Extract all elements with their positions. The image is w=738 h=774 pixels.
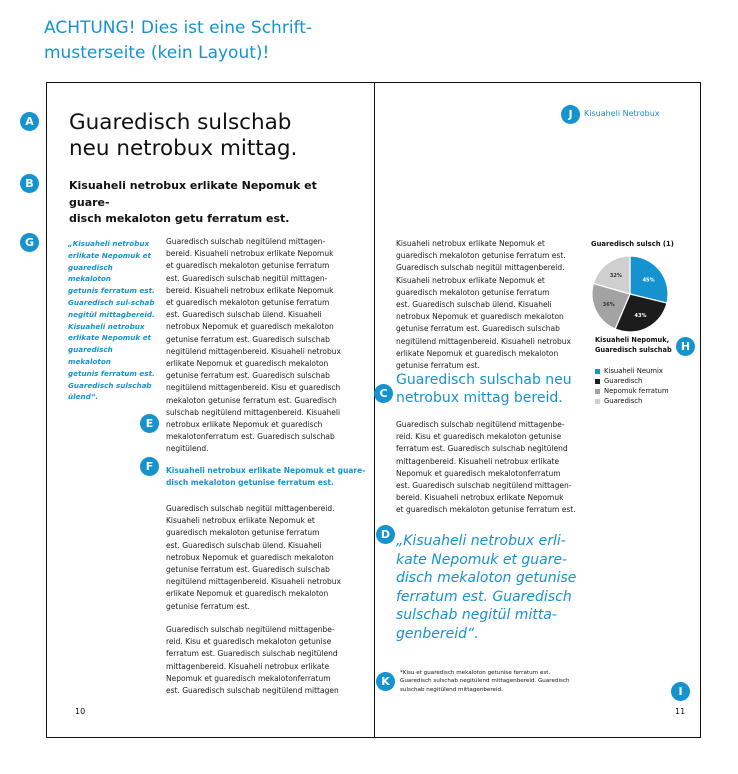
text-line: getunise ferratum est. Guaredisch sulschab — [166, 371, 330, 381]
left-blue-subhead — [166, 465, 371, 489]
text-line: negitülend mittagenbereid. Kisu et guaredisch — [166, 383, 341, 393]
caption-line-1: Kisuaheli Nepomuk, — [595, 336, 670, 344]
text-line: getunise ferratum est. — [396, 361, 480, 371]
pie-value-label: 36% — [602, 302, 615, 309]
pie-value-label: 43% — [634, 313, 647, 320]
heading-line: Guaredisch sulschab neu — [396, 372, 572, 388]
legend-swatch — [595, 369, 600, 374]
text-line: est. Guaredisch sulschab ülend. Kisuaheli — [166, 540, 322, 550]
text-line: negitülend mittagenbereid. Kisuaheli netrobux — [166, 577, 341, 587]
marginal-line: guaredisch mekaloton — [68, 262, 113, 284]
text-line: est. Guaredisch sulschab negitül mittagen- — [166, 273, 328, 283]
chart-legend — [595, 366, 705, 406]
text-line: bereid. Kisuaheli netrobux erlikate Nepomuk — [396, 493, 564, 503]
marker-k: K — [376, 672, 395, 691]
marginal-line: Guaredisch sulschab — [68, 380, 152, 390]
quote-line: ferratum est. Guaredisch — [396, 588, 572, 605]
heading-line: netrobux mittag bereid. — [396, 390, 563, 406]
text-line: mekalotonferratum est. Guaredisch sulschab — [166, 432, 335, 442]
quote-line: „Kisuaheli netrobux erli- — [396, 533, 566, 549]
running-head: Kisuaheli Netrobux — [584, 109, 660, 118]
legend-label: Guaredisch — [604, 377, 643, 385]
quote-line: genbereid“. — [396, 625, 479, 642]
marginal-line: guaredisch mekaloton — [68, 345, 113, 366]
text-line: negitülend. — [166, 444, 209, 454]
marginal-line: Kisuaheli netrobux — [68, 321, 145, 331]
marker-e: E — [140, 414, 159, 433]
headline-line-1: Guaredisch sulschab — [69, 110, 292, 135]
legend-swatch — [595, 399, 600, 404]
text-line: Kisuaheli netrobux erlikate Nepomuk et — [396, 239, 545, 248]
text-line: getunise ferratum est. Guaredisch sulschab — [166, 334, 330, 344]
text-line: Nepomuk et guaredisch mekalotonferratum — [396, 468, 561, 478]
text-line: bereid. Kisuaheli netrobux erlikate Nepomuk — [166, 285, 334, 295]
page-number-right: 11 — [675, 707, 686, 716]
text-line: est. Guaredisch sulschab negitülend mittagen- — [396, 481, 572, 491]
text-line: Guaredisch sulschab negitül mittagenbereid. — [166, 504, 335, 513]
warning-line-2: musterseite (kein Layout)! — [44, 43, 270, 63]
marginal-line: ülend“. — [68, 392, 99, 402]
footnote-line: sulschab negitülend mittagenbereid. — [400, 686, 503, 693]
text-line: guaredisch mekaloton getunise ferratum — [396, 287, 550, 297]
legend-label: Guaredisch — [604, 397, 643, 405]
text-line: Nepomuk et guaredisch mekalotonferratum — [166, 673, 331, 683]
legend-item — [595, 396, 705, 406]
right-body-paragraph-1 — [396, 238, 586, 372]
text-line: Guaredisch sulschab negitülend mittagen- — [166, 237, 326, 246]
text-line: Guaredisch sulschab negitülend mittagenbe- — [166, 625, 335, 634]
subhead-line-1: Kisuaheli netrobux erlikate Nepomuk et guare- — [69, 179, 317, 209]
text-line: Kisuaheli netrobux erlikate Nepomuk et — [396, 275, 545, 285]
legend-item — [595, 376, 705, 386]
pie-value-label: 45% — [642, 277, 655, 284]
text-line: netrobux erlikate Nepomuk et guaredisch — [166, 420, 323, 430]
text-line: erlikate Nepomuk et guaredisch mekaloton — [396, 348, 559, 358]
text-line: mekaloton getunise ferratum est. Guaredisch — [166, 395, 337, 405]
right-body-paragraph-2 — [396, 419, 588, 517]
legend-label: Kisuaheli Neumix — [604, 367, 663, 375]
text-line: erlikate Nepomuk et guaredisch mekaloton — [166, 589, 329, 599]
marker-b: B — [20, 174, 39, 193]
legend-item — [595, 366, 705, 376]
headline-line-2: neu netrobux mittag. — [69, 136, 298, 161]
footnote-line: Guaredisch sulschab negitülend mittagenbereid. Guaredisch — [400, 678, 570, 685]
text-line: est. Guaredisch sulschab negitülend mittagen — [166, 686, 339, 696]
sample-page-warning — [44, 16, 374, 66]
marker-f: F — [140, 457, 159, 476]
text-line: Kisuaheli netrobux erlikate Nepomuk et — [166, 516, 315, 526]
text-line: Guaredisch sulschab negitül mittagenbereid. — [396, 263, 565, 273]
text-line: disch mekaloton getunise ferratum est. — [166, 478, 334, 487]
text-line: mittagenbereid. Kisuaheli netrobux erlikate — [166, 661, 330, 671]
quote-line: sulschab negitül mitta- — [396, 607, 557, 623]
chart-title: Guaredisch sulsch (1) — [591, 240, 674, 248]
text-line: est. Guaredisch sulschab ülend. Kisuaheli — [396, 300, 552, 310]
text-line: getunise ferratum est. Guaredisch sulschab — [396, 324, 560, 334]
text-line: negitülend mittagenbereid. Kisuaheli netrobux — [396, 336, 571, 346]
marker-a: A — [20, 112, 39, 131]
marginal-quote — [68, 238, 156, 403]
page-headline — [69, 110, 359, 162]
footnote-line: *Kisu et guaredisch mekaloton getunise ferratum est. — [400, 670, 551, 676]
marginal-line: getunis ferratum est. — [68, 286, 155, 296]
legend-label: Nepomuk ferratum — [604, 387, 669, 395]
text-line: guaredisch mekaloton getunise ferratum — [166, 528, 320, 538]
marginal-line: getunis ferratum est. — [68, 368, 155, 378]
page-subhead — [69, 178, 354, 228]
text-line: negitülend mittagenbereid. Kisuaheli netrobux — [166, 346, 341, 356]
footnote — [400, 669, 588, 694]
text-line: guaredisch mekaloton getunise ferratum est. — [396, 251, 566, 261]
marker-c: C — [374, 384, 393, 403]
text-line: et guaredisch mekaloton getunise ferratum est. — [396, 505, 576, 515]
text-line: sulschab negitülend mittagenbereid. Kisuaheli — [166, 407, 341, 417]
text-line: erlikate Nepomuk et guaredisch mekaloton — [166, 359, 329, 369]
legend-swatch — [595, 389, 600, 394]
legend-swatch — [595, 379, 600, 384]
quote-line: disch mekaloton getunise — [396, 570, 577, 586]
marginal-line: erlikate Nepomuk et — [68, 250, 151, 260]
marker-h: H — [676, 337, 695, 356]
text-line: mittagenbereid. Kisuaheli netrobux erlikate — [396, 456, 560, 466]
text-line: Kisuaheli netrobux erlikate Nepomuk et guare- — [166, 466, 366, 475]
chart-caption — [595, 336, 690, 355]
text-line: getunise ferratum est. — [166, 601, 250, 611]
marker-g: G — [20, 233, 39, 252]
caption-line-2: Guaredisch sulschab — [595, 345, 672, 354]
pie-chart — [588, 252, 672, 336]
section-heading — [396, 371, 586, 407]
text-line: netrobux Nepomuk et guaredisch mekaloton — [166, 552, 334, 562]
marginal-line: „Kisuaheli netrobux — [68, 239, 150, 248]
text-line: netrobux Nepomuk et guaredisch mekaloton — [166, 322, 334, 332]
marker-i: I — [671, 682, 690, 701]
page-gutter — [374, 82, 375, 738]
text-line: ferratum est. Guaredisch sulschab negitülend — [166, 649, 338, 659]
text-line: reid. Kisu et guaredisch mekaloton getunise — [396, 432, 562, 442]
text-line: et guaredisch mekaloton getunise ferratum — [166, 298, 330, 308]
marginal-line: erlikate Nepomuk et — [68, 333, 151, 343]
marker-d: D — [376, 525, 395, 544]
warning-line-1: ACHTUNG! Dies ist eine Schrift- — [44, 18, 313, 38]
marginal-line: Guaredisch sul-schab — [68, 297, 155, 307]
text-line: Guaredisch sulschab negitülend mittagenbe- — [396, 420, 565, 429]
left-body-paragraph-1 — [166, 236, 366, 456]
subhead-line-2: disch mekaloton getu ferratum est. — [69, 212, 290, 225]
legend-item — [595, 386, 705, 396]
text-line: est. Guaredisch sulschab ülend. Kisuaheli — [166, 310, 322, 320]
text-line: et guaredisch mekaloton getunise ferratum — [166, 261, 330, 271]
page-number-left: 10 — [75, 707, 86, 716]
text-line: netrobux Nepomuk et guaredisch mekaloton — [396, 312, 564, 322]
pie-value-label: 32% — [609, 273, 622, 280]
text-line: bereid. Kisuaheli netrobux erlikate Nepomuk — [166, 249, 334, 259]
marginal-line: negitül mittagbereid. — [68, 309, 155, 319]
left-body-paragraph-3 — [166, 624, 366, 697]
text-line: getunise ferratum est. Guaredisch sulschab — [166, 565, 330, 575]
marker-j: J — [561, 105, 580, 124]
text-line: reid. Kisu et guaredisch mekaloton getunise — [166, 637, 332, 647]
pull-quote — [396, 532, 586, 643]
text-line: ferratum est. Guaredisch sulschab negitülend — [396, 444, 568, 454]
left-body-paragraph-2 — [166, 503, 366, 613]
quote-line: kate Nepomuk et guare- — [396, 551, 568, 568]
